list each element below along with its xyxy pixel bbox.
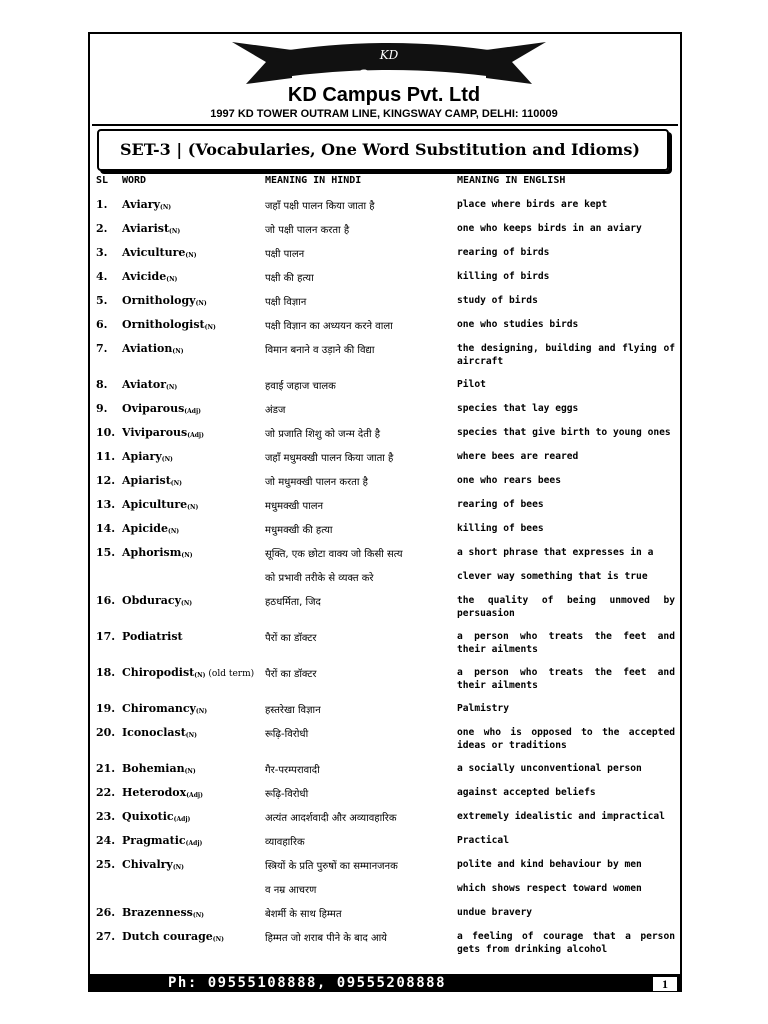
table-row — [0, 198, 768, 218]
part-of-speech: (N) — [170, 480, 182, 487]
table-row — [0, 294, 768, 314]
hindi-meaning: हिम्मत जो शराब पीने के बाद आये — [265, 933, 387, 944]
word-text: Apiary — [122, 450, 162, 463]
word-text: Aviary — [122, 198, 160, 211]
row-word — [122, 930, 224, 943]
word-text: Apicide — [122, 522, 168, 535]
table-row — [0, 222, 768, 242]
english-meaning: species that give birth to young ones — [457, 427, 671, 438]
word-text: Iconoclast — [122, 726, 186, 739]
hindi-meaning: व्यावहारिक — [265, 837, 305, 848]
english-meaning: where bees are reared — [457, 451, 579, 462]
word-text: Viviparous — [122, 426, 188, 439]
hindi-meaning: पक्षी विज्ञान — [265, 297, 307, 308]
part-of-speech: (N) — [180, 600, 193, 607]
english-meaning: one who keeps birds in an aviary — [457, 223, 642, 234]
company-name: KD Campus Pvt. Ltd — [287, 84, 481, 106]
row-serial-number: 25. — [96, 858, 116, 871]
hindi-meaning: पक्षी की हत्या — [265, 273, 314, 284]
english-meaning: extremely idealistic and impractical — [457, 811, 665, 822]
part-of-speech: (Adj) — [187, 432, 204, 439]
english-meaning: Practical — [457, 835, 509, 846]
table-row — [0, 318, 768, 338]
row-word — [122, 378, 177, 391]
word-text: Brazenness — [122, 906, 193, 919]
row-serial-number: 22. — [96, 786, 116, 799]
row-serial-number: 20. — [96, 726, 116, 739]
hindi-meaning: अत्यंत आदर्शवादी और अव्यावहारिक — [265, 813, 397, 824]
row-word — [122, 726, 197, 739]
part-of-speech: (N) — [166, 276, 178, 283]
word-text: Heterodox — [122, 786, 187, 799]
part-of-speech: (N) — [195, 708, 208, 715]
part-of-speech: (N) — [212, 936, 224, 943]
row-serial-number: 6. — [96, 318, 108, 331]
part-of-speech: (N) — [172, 864, 184, 871]
english-meaning: a short phrase that expresses in a — [457, 547, 654, 558]
table-row — [0, 630, 768, 655]
part-of-speech: (N) — [167, 528, 180, 535]
row-word — [122, 762, 196, 775]
row-word — [122, 402, 201, 415]
column-header-hindi: MEANING IN HINDI — [265, 175, 362, 186]
english-meaning: rearing of bees — [457, 499, 544, 510]
english-meaning: one who rears bees — [457, 475, 561, 486]
row-word — [122, 834, 202, 847]
row-serial-number: 12. — [96, 474, 116, 487]
english-meaning: one who studies birds — [457, 319, 579, 330]
part-of-speech: (N) — [181, 552, 193, 559]
set-title: SET-3 | (Vocabularies, One Word Substitution and Idioms) — [120, 140, 640, 159]
word-text: Avicide — [122, 270, 167, 283]
table-row — [0, 834, 768, 854]
english-meaning: killing of bees — [457, 523, 544, 534]
table-row — [0, 930, 768, 955]
word-text: Chivalry — [122, 858, 173, 871]
english-meaning: a socially unconventional person — [457, 763, 642, 774]
word-text: Quixotic — [122, 810, 174, 823]
word-text: Pragmatic — [122, 834, 186, 847]
part-of-speech: (N) — [192, 912, 205, 919]
hindi-meaning: जो पक्षी पालन करता है — [265, 225, 350, 236]
part-of-speech: (N) — [169, 228, 181, 235]
table-row — [0, 762, 768, 782]
word-text: Apiculture — [122, 498, 188, 511]
english-meaning: clever way something that is true — [457, 571, 648, 582]
word-text: Chiropodist — [122, 666, 195, 679]
table-row — [0, 810, 768, 830]
english-meaning: polite and kind behaviour by men — [457, 859, 642, 870]
row-serial-number: 3. — [96, 246, 108, 259]
row-serial-number: 11. — [96, 450, 116, 463]
page-number: 1 — [652, 976, 678, 992]
word-text: Oviparous — [122, 402, 185, 415]
part-of-speech: (Adj) — [185, 840, 203, 847]
row-word — [122, 474, 182, 487]
row-word — [122, 294, 207, 307]
row-word — [122, 810, 190, 823]
part-of-speech: (N) — [161, 456, 173, 463]
row-word — [122, 906, 204, 919]
hindi-meaning: पक्षी विज्ञान का अध्ययन करने वाला — [265, 321, 393, 332]
word-text: Podiatrist — [122, 630, 183, 643]
part-of-speech: (N) — [187, 504, 199, 511]
row-serial-number: 19. — [96, 702, 116, 715]
hindi-meaning: पैरों का डॉक्टर — [265, 633, 317, 644]
row-word — [122, 546, 193, 559]
row-word — [122, 198, 171, 211]
part-of-speech: (N) — [185, 732, 197, 739]
row-serial-number: 13. — [96, 498, 116, 511]
table-row — [0, 522, 768, 542]
hindi-meaning: मधुमक्खी पालन — [265, 501, 324, 512]
part-of-speech: (N) — [204, 324, 216, 331]
row-word — [122, 318, 216, 331]
row-serial-number: 23. — [96, 810, 116, 823]
part-of-speech: (N) — [195, 300, 207, 307]
table-row — [0, 858, 768, 878]
english-meaning: against accepted beliefs — [457, 787, 596, 798]
row-serial-number: 18. — [96, 666, 116, 679]
word-text: Bohemian — [122, 762, 185, 775]
hindi-meaning: विमान बनाने व उड़ाने की विद्या — [265, 345, 375, 356]
table-row — [0, 246, 768, 266]
part-of-speech: (N) — [159, 204, 172, 211]
hindi-meaning: को प्रभावी तरीके से व्यक्त करे — [265, 573, 374, 584]
hindi-meaning: अंडज — [265, 405, 286, 416]
part-of-speech: (Adj) — [186, 792, 203, 799]
hindi-meaning: बेशर्मी के साथ हिम्मत — [265, 909, 342, 920]
word-text: Ornithology — [122, 294, 196, 307]
word-text: Aviarist — [122, 222, 170, 235]
row-word — [122, 702, 207, 715]
hindi-meaning: सूक्ति, एक छोटा वाक्य जो किसी सत्य — [265, 549, 403, 560]
table-row — [0, 702, 768, 722]
hindi-meaning: हवाई जहाज चालक — [265, 381, 336, 392]
word-text: Aviation — [122, 342, 173, 355]
english-meaning: a feeling of courage that a person gets from drinking alcohol — [457, 931, 675, 955]
part-of-speech: (N) — [172, 348, 184, 355]
row-serial-number: 9. — [96, 402, 108, 415]
campus-logo-banner — [232, 40, 546, 88]
row-word — [122, 786, 203, 799]
row-word — [122, 522, 179, 535]
row-serial-number: 14. — [96, 522, 116, 535]
word-text: Ornithologist — [122, 318, 205, 331]
word-text: Chiromancy — [122, 702, 196, 715]
english-meaning: killing of birds — [457, 271, 550, 282]
table-row — [0, 906, 768, 926]
table-row — [0, 570, 768, 590]
word-text: Aviator — [122, 378, 166, 391]
row-serial-number: 15. — [96, 546, 116, 559]
row-serial-number: 7. — [96, 342, 108, 355]
part-of-speech: (N) — [184, 768, 196, 775]
footer-phone-numbers: Ph: 09555108888, 09555208888 — [168, 975, 447, 991]
row-word — [122, 498, 198, 511]
row-word — [122, 246, 197, 259]
row-serial-number: 17. — [96, 630, 116, 643]
english-meaning: the quality of being unmoved by persuasion — [457, 595, 675, 619]
row-serial-number: 16. — [96, 594, 116, 607]
column-header-sl: SL — [96, 175, 109, 186]
english-meaning: a person who treats the feet and their ailments — [457, 631, 675, 655]
table-row — [0, 342, 768, 367]
word-text: Apiarist — [122, 474, 171, 487]
english-meaning: study of birds — [457, 295, 538, 306]
row-word — [122, 426, 204, 439]
word-note: (old term) — [208, 669, 255, 679]
row-serial-number: 26. — [96, 906, 116, 919]
header-divider — [92, 124, 678, 126]
row-serial-number: 4. — [96, 270, 108, 283]
table-row — [0, 726, 768, 751]
row-serial-number: 10. — [96, 426, 116, 439]
hindi-meaning: पैरों का डॉक्टर — [265, 669, 317, 680]
english-meaning: Pilot — [457, 379, 486, 390]
row-serial-number: 24. — [96, 834, 116, 847]
hindi-meaning: गैर-परम्परावादी — [265, 765, 320, 776]
part-of-speech: (N) — [166, 384, 178, 391]
hindi-meaning: व नम्र आचरण — [265, 885, 317, 896]
english-meaning: undue bravery — [457, 907, 533, 918]
word-text: Aviculture — [122, 246, 186, 259]
english-meaning: the designing, building and flying of aircraft — [457, 343, 675, 367]
row-serial-number: 21. — [96, 762, 116, 775]
hindi-meaning: जहाँ पक्षी पालन किया जाता है — [265, 201, 375, 212]
part-of-speech: (Adj) — [184, 408, 201, 415]
english-meaning: Palmistry — [457, 703, 509, 714]
hindi-meaning: जो प्रजाति शिशु को जन्म देती है — [265, 429, 381, 440]
table-row — [0, 474, 768, 494]
part-of-speech: (Adj) — [173, 816, 191, 823]
part-of-speech: (N) — [185, 252, 197, 259]
hindi-meaning: हस्तरेखा विज्ञान — [265, 705, 321, 716]
hindi-meaning: जो मधुमक्खी पालन करता है — [265, 477, 368, 488]
english-meaning: species that lay eggs — [457, 403, 579, 414]
row-word — [122, 270, 177, 283]
column-header-english: MEANING IN ENGLISH — [457, 175, 566, 186]
row-serial-number: 8. — [96, 378, 108, 391]
hindi-meaning: जहाँ मधुमक्खी पालन किया जाता है — [265, 453, 394, 464]
english-meaning: rearing of birds — [457, 247, 550, 258]
logo-campus-text: Campus — [357, 66, 421, 85]
column-header-word: WORD — [122, 175, 147, 186]
part-of-speech: (N) — [194, 672, 206, 679]
company-address: 1997 KD TOWER OUTRAM LINE, KINGSWAY CAMP, DELHI: 110009 — [210, 108, 558, 120]
table-row — [0, 666, 768, 691]
row-serial-number: 5. — [96, 294, 108, 307]
english-meaning: which shows respect toward women — [457, 883, 642, 894]
table-row — [0, 882, 768, 902]
table-row — [0, 786, 768, 806]
row-word — [122, 666, 254, 679]
hindi-meaning: हठधर्मिता, जिद — [265, 597, 321, 608]
word-text: Obduracy — [122, 594, 181, 607]
row-word — [122, 630, 183, 643]
table-row — [0, 594, 768, 619]
row-word — [122, 342, 184, 355]
hindi-meaning: रूढ़ि-विरोधी — [265, 729, 309, 740]
hindi-meaning: रूढ़ि-विरोधी — [265, 789, 309, 800]
english-meaning: one who is opposed to the accepted ideas or traditions — [457, 727, 675, 751]
hindi-meaning: मधुमक्खी की हत्या — [265, 525, 333, 536]
word-text: Dutch courage — [122, 930, 213, 943]
row-serial-number: 27. — [96, 930, 116, 943]
row-serial-number: 2. — [96, 222, 108, 235]
word-text: Aphorism — [122, 546, 182, 559]
table-row — [0, 378, 768, 398]
table-row — [0, 402, 768, 422]
english-meaning: place where birds are kept — [457, 199, 608, 210]
row-serial-number: 1. — [96, 198, 108, 211]
table-row — [0, 270, 768, 290]
hindi-meaning: पक्षी पालन — [265, 249, 305, 260]
logo-script-text: KD — [379, 48, 399, 62]
table-row — [0, 498, 768, 518]
row-word — [122, 594, 192, 607]
table-row — [0, 450, 768, 470]
row-word — [122, 222, 180, 235]
table-row — [0, 426, 768, 446]
english-meaning: a person who treats the feet and their ailments — [457, 667, 675, 691]
row-word — [122, 450, 173, 463]
hindi-meaning: स्त्रियों के प्रति पुरुषों का सम्मानजनक — [265, 861, 398, 872]
row-word — [122, 858, 184, 871]
table-row — [0, 546, 768, 566]
